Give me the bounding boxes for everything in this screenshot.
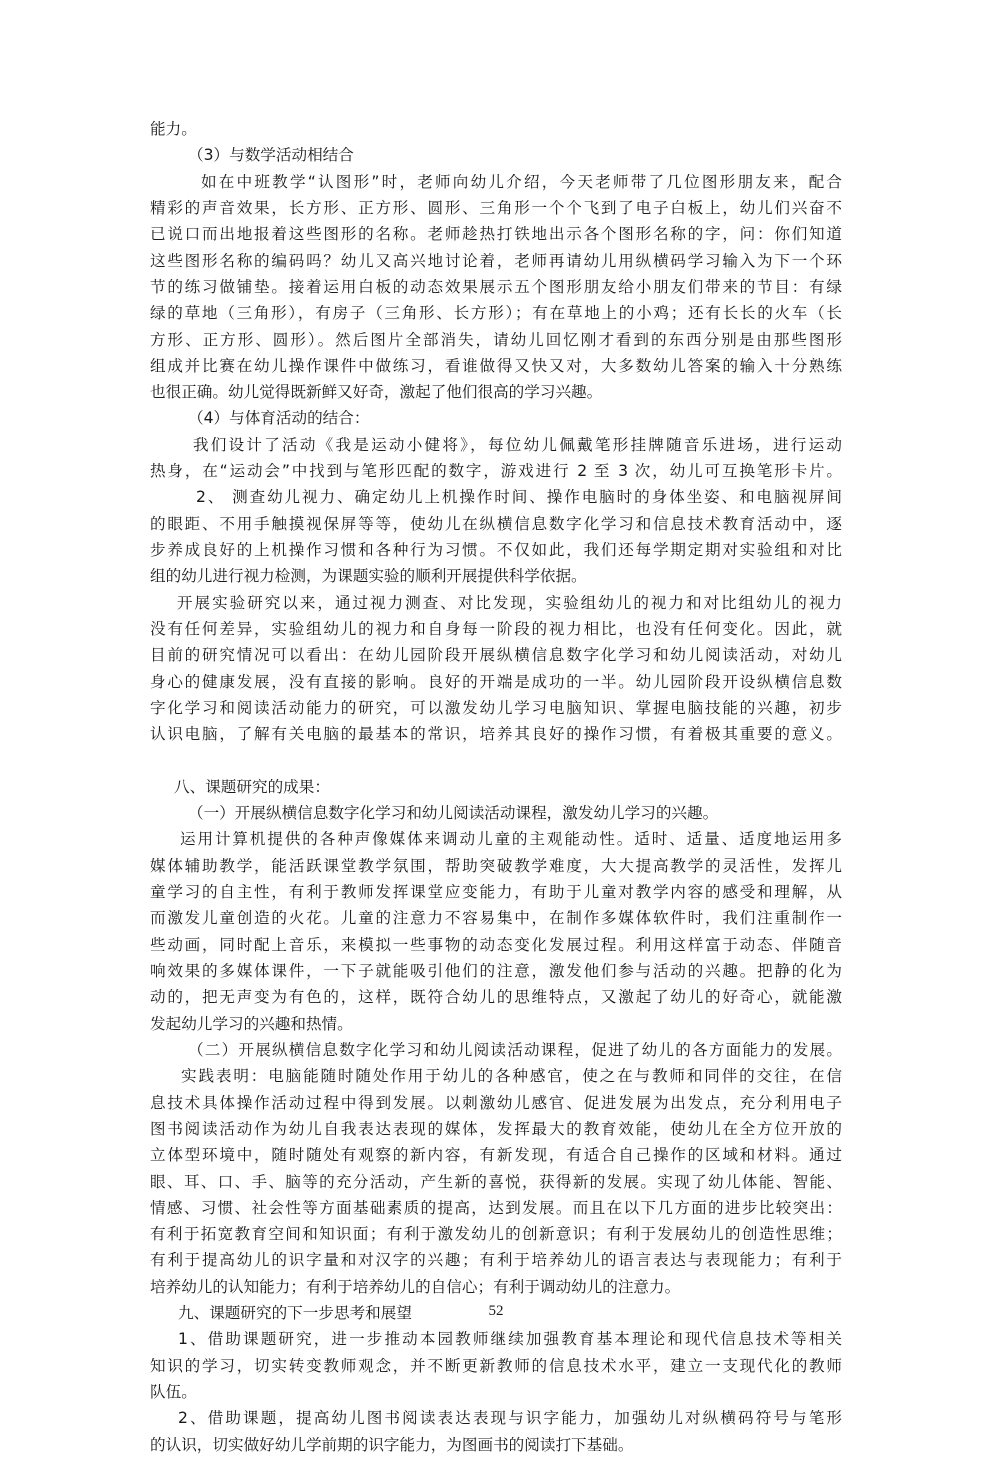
text-line: 身心的健康发展，没有直接的影响。良好的开端是成功的一半。幼儿园阶段开设纵横信息数 <box>150 672 842 691</box>
section-heading: （4）与体育活动的结合： <box>188 409 370 428</box>
text-line: 绿的草地（三角形），有房子（三角形、长方形）；有在草地上的小鸡；还有长长的火车（长 <box>150 304 842 323</box>
text-line: 的眼距、不用手触摸视保屏等等，使幼儿在纵横信息数字化学习和信息技术教育活动中，逐 <box>150 514 842 533</box>
text-line: 组的幼儿进行视力检测，为课题实验的顺利开展提供科学依据。 <box>150 567 587 586</box>
text-line: 热身，在“运动会”中找到与笔形匹配的数字，游戏进行 2 至 3 次，幼儿可互换笔形卡片。 <box>150 462 842 481</box>
text-line: 节的练习做铺垫。接着运用白板的动态效果展示五个图形朋友给小朋友们带来的节目：有绿 <box>150 277 842 296</box>
text-line: 的认识，切实做好幼儿学前期的识字能力，为图画书的阅读打下基础。 <box>150 1435 634 1454</box>
text-line: 眼、耳、口、手、脑等的充分活动，产生新的喜悦，获得新的发展。实现了幼儿体能、智能、 <box>150 1172 842 1191</box>
text-line: 目前的研究情况可以看出：在幼儿园阶段开展纵横信息数字化学习和幼儿阅读活动，对幼儿 <box>150 646 842 665</box>
blank-line <box>150 748 842 774</box>
text-line: 媒体辅助教学，能活跃课堂教学氛围，帮助突破教学难度，大大提高教学的灵活性，发挥儿 <box>150 856 842 875</box>
text-line: 发起幼儿学习的兴趣和热情。 <box>150 1014 353 1033</box>
text-line: 童学习的自主性，有利于教师发挥课堂应变能力，有助于儿童对教学内容的感受和理解，从 <box>150 883 842 902</box>
text-line: 我们设计了活动《我是运动小健将》，每位幼儿佩戴笔形挂牌随音乐进场，进行运动 <box>193 435 842 454</box>
text-line: 精彩的声音效果，长方形、正方形、圆形、三角形一个个飞到了电子白板上，幼儿们兴奋不 <box>150 198 842 217</box>
text-line: 知识的学习，切实转变教师观念，并不断更新教师的信息技术水平，建立一支现代化的教师 <box>150 1356 842 1375</box>
text-line: 培养幼儿的认知能力；有利于培养幼儿的自信心；有利于调动幼儿的注意力。 <box>150 1277 681 1296</box>
text-line: 2、借助课题，提高幼儿图书阅读表达表现与识字能力，加强幼儿对纵横码符号与笔形 <box>178 1409 842 1428</box>
text-line: 图书阅读活动作为幼儿自我表达表现的媒体，发挥最大的教育效能，使幼儿在全方位开放的 <box>150 1119 842 1138</box>
text-line: 方形、正方形、圆形）。然后图片全部消失，请幼儿回忆刚才看到的东西分别是由那些图形 <box>150 330 842 349</box>
text-line: 字化学习和阅读活动能力的研究，可以激发幼儿学习电脑知识、掌握电脑技能的兴趣，初步 <box>150 698 842 717</box>
text-line: 实践表明：电脑能随时随处作用于幼儿的各种感官，使之在与教师和同伴的交往，在信 <box>181 1067 842 1086</box>
section-heading: （3）与数学活动相结合 <box>188 146 354 165</box>
text-line: 运用计算机提供的各种声像媒体来调动儿童的主观能动性。适时、适量、适度地运用多 <box>180 830 842 849</box>
text-line: 开展实验研究以来，通过视力测查、对比发现，实验组幼儿的视力和对比组幼儿的视力 <box>177 593 842 612</box>
text-line: 队伍。 <box>150 1383 197 1401</box>
text-line: 已说口而出地报着这些图形的名称。老师趁热打铁地出示各个图形名称的字，问：你们知道 <box>150 225 842 244</box>
text-line: 动的，把无声变为有色的，这样，既符合幼儿的思维特点，又激起了幼儿的好奇心，就能激 <box>150 988 842 1007</box>
text-line: 2、 测查幼儿视力、确定幼儿上机操作时间、操作电脑时的身体坐姿、和电脑视屏间 <box>196 488 842 507</box>
text-line: 没有任何差异，实验组幼儿的视力和自身每一阶段的视力相比，也没有任何变化。因此，就 <box>150 619 842 638</box>
text-line: 能力。 <box>150 120 197 138</box>
text-line: 响效果的多媒体课件，一下子就能吸引他们的注意，激发他们参与活动的兴趣。把静的化为 <box>150 962 842 980</box>
text-line: 些动画，同时配上音乐，来模拟一些事物的动态变化发展过程。利用这样富于动态、伴随音 <box>150 935 842 954</box>
section-heading: （二）开展纵横信息数字化学习和幼儿阅读活动课程，促进了幼儿的各方面能力的发展。 <box>188 1040 842 1059</box>
text-line: 息技术具体操作活动过程中得到发展。以刺激幼儿感官、促进发展为出发点，充分利用电子 <box>150 1093 842 1112</box>
text-line: 步养成良好的上机操作习惯和各种行为习惯。不仅如此，我们还每学期定期对实验组和对比 <box>150 541 842 559</box>
text-line: 有利于拓宽教育空间和知识面；有利于激发幼儿的创新意识；有利于发展幼儿的创造性思维； <box>150 1225 842 1244</box>
text-line: 有利于提高幼儿的识字量和对汉字的兴趣；有利于培养幼儿的语言表达与表现能力；有利于 <box>150 1251 842 1270</box>
page-number: 52 <box>488 1303 504 1319</box>
text-line: 也很正确。幼儿觉得既新鲜又好奇，激起了他们很高的学习兴趣。 <box>150 383 603 402</box>
text-line: 立体型环境中，随时随处有观察的新内容，有新发现，有适合自己操作的区域和材料。通过 <box>150 1146 842 1165</box>
text-line: 情感、习惯、社会性等方面基础素质的提高，达到发展。而且在以下几方面的进步比较突出： <box>150 1198 842 1217</box>
text-line: 如在中班教学“认图形”时，老师向幼儿介绍，今天老师带了几位图形朋友来，配合 <box>201 172 842 191</box>
text-line: 1、借助课题研究，进一步推动本园教师继续加强教育基本理论和现代信息技术等相关 <box>178 1330 842 1349</box>
text-line: 而激发儿童创造的火花。儿童的注意力不容易集中，在制作多媒体软件时，我们注重制作一 <box>150 909 842 928</box>
body-text <box>150 116 842 1458</box>
text-line: 认识电脑，了解有关电脑的最基本的常识，培养其良好的操作习惯，有着极其重要的意义。 <box>150 725 842 744</box>
text-line: 这些图形名称的编码吗？幼儿又高兴地讨论着，老师再请幼儿用纵横码学习输入为下一个环 <box>150 251 842 270</box>
section-heading: （一）开展纵横信息数字化学习和幼儿阅读活动课程，激发幼儿学习的兴趣。 <box>188 804 719 823</box>
chapter-heading: 九、课题研究的下一步思考和展望 <box>178 1304 412 1323</box>
chapter-heading: 八、课题研究的成果： <box>174 777 330 796</box>
text-line: 组成并比赛在幼儿操作课件中做练习，看谁做得又快又对，大多数幼儿答案的输入十分熟练 <box>150 356 842 375</box>
